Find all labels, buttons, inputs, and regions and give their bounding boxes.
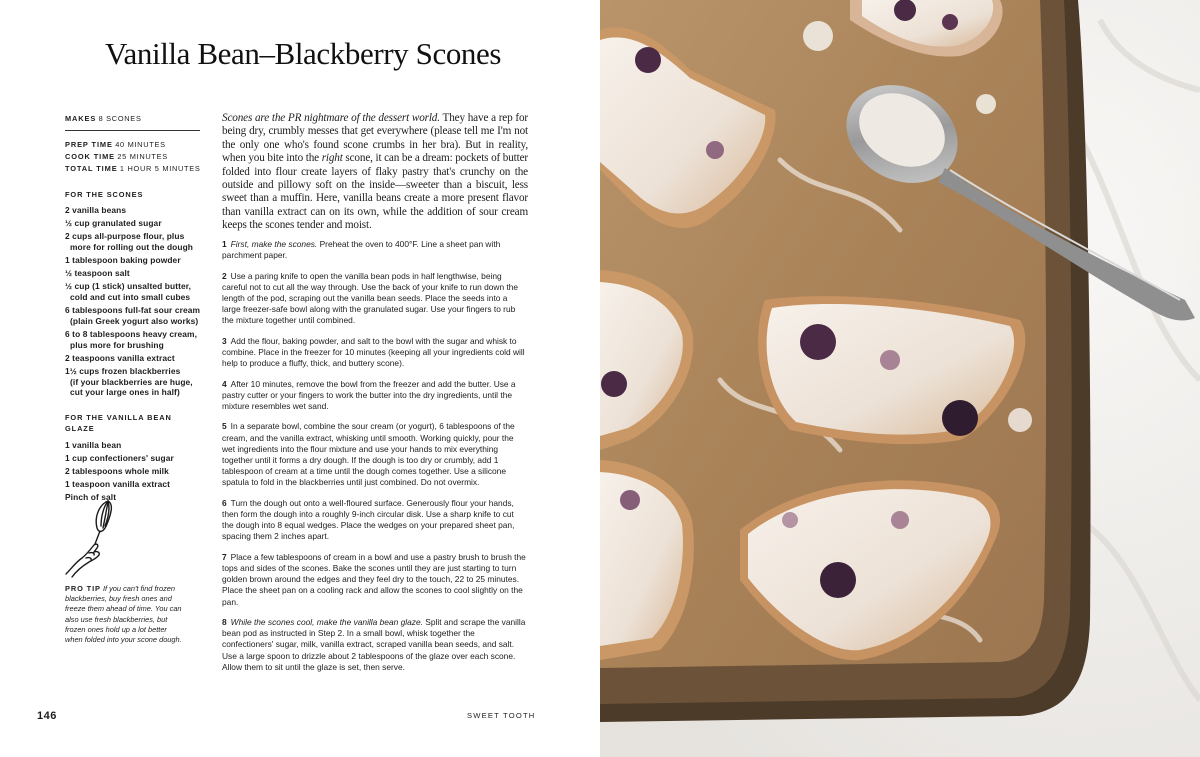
ingredient-section-heading: FOR THE VANILLA BEAN GLAZE — [65, 413, 172, 434]
step-3 — [222, 336, 527, 370]
time-value: 40 MINUTES — [115, 140, 166, 150]
ingredient-line: 6 to 8 tablespoons heavy cream, — [65, 328, 198, 339]
intro-body: scone, it can be a dream: pockets of butter folded into flour create layers of flaky pastry that's crunchy on the outside and pillowy soft on the inside—sweeter than a biscuit, less sweet than a muffin. Here, vanilla beans create a more present flavor than vanilla extract can on its own, while the addition of sour cream keeps the scones tender and moist. — [222, 152, 528, 232]
step-number: 6 — [222, 497, 227, 508]
ingredient-list — [65, 440, 203, 503]
pro-tip-label: PRO TIP — [65, 584, 101, 593]
ingredient-line: ½ cup (1 stick) unsalted butter, — [65, 281, 192, 292]
ingredient-list — [65, 205, 203, 398]
intro-lead: Scones are the PR nightmare of the dessert world. — [222, 112, 440, 124]
ingredient-line: 2 vanilla beans — [65, 204, 127, 215]
ingredient-line: plus more for brushing — [70, 339, 164, 350]
photo-illustration — [600, 0, 1200, 757]
step-text: Use a paring knife to open the vanilla bean pods in half lengthwise, being careful not to cut all the way through. Use the back of your knife to run down the length of the pod, scraping out the vanilla bean seeds. Place the seeds into a large freezer-safe bowl along with the granulated sugar. Use your fingers to rub the mixture together until combined. — [222, 270, 519, 326]
ingredient-line: 1 teaspoon vanilla extract — [65, 478, 171, 489]
time-label: COOK TIME — [65, 152, 115, 161]
ingredient-item — [65, 305, 203, 327]
step-6 — [222, 498, 527, 543]
ingredient-line: 6 tablespoons full-fat sour cream — [65, 304, 201, 315]
step-4 — [222, 379, 527, 413]
page-number: 146 — [37, 710, 57, 722]
step-lead: While the scones cool, make the vanilla bean glaze. — [230, 617, 423, 627]
ingredient-item — [65, 440, 203, 451]
makes-value: 8 SCONES — [98, 114, 142, 123]
ingredient-line: 1 tablespoon baking powder — [65, 254, 181, 265]
step-8 — [222, 617, 527, 673]
ingredient-line: cut your large ones in half) — [70, 387, 180, 398]
scones-photo — [600, 0, 1200, 757]
step-number: 1 — [222, 239, 227, 249]
time-row — [65, 139, 203, 151]
step-number: 7 — [222, 551, 227, 562]
step-text: Preheat the oven to 400°F. Line a sheet pan with parchment paper. — [222, 239, 501, 261]
step-lead: First, make the scones. — [230, 239, 318, 249]
intro-body: They have a rep for being dry, crumbly messes that get everywhere (please tell me I'm not the only one who's found scone crumbs in her bra). But in reality, when you bite into the — [222, 112, 528, 165]
yield — [65, 113, 203, 124]
step-number: 8 — [222, 617, 227, 627]
step-text: Place a few tablespoons of cream in a bowl and use a pastry brush to brush the tops and sides of the scones. Bake the scones until they are just starting to turn golden brown around the edges and they feel dry to the touch, 22 to 25 minutes. Place the sheet pan on a cooling rack and allow the scones to cool slightly on the pan. — [222, 551, 526, 607]
step-number: 3 — [222, 335, 227, 346]
step-number: 5 — [222, 421, 227, 432]
time-value: 25 MINUTES — [117, 152, 168, 161]
whisk-hand-icon — [64, 498, 128, 580]
time-value: 1 HOUR 5 MINUTES — [119, 163, 201, 173]
ingredient-line: cold and cut into small cubes — [70, 291, 191, 302]
pro-tip — [65, 584, 183, 645]
step-text: Split and scrape the vanilla bean pod as instructed in Step 2. In a small bowl, whisk together the confectioners' sugar, milk, vanilla extract, scraped vanilla bean seeds, and salt. Use a large spoon to drizzle about 2 tablespoons of the glaze over each scone. Allow them to sit until the glaze is set, then serve. — [222, 617, 526, 672]
ingredient-item — [65, 466, 203, 477]
ingredient-item — [65, 218, 203, 229]
step-2 — [222, 271, 527, 327]
ingredient-item — [65, 268, 203, 279]
ingredient-item — [65, 366, 203, 398]
step-number: 4 — [222, 378, 227, 389]
ingredient-sections — [65, 189, 203, 503]
ingredient-line: 2 tablespoons whole milk — [65, 465, 169, 476]
ingredient-line: 1 vanilla bean — [65, 439, 122, 450]
recipe-sidebar — [65, 113, 203, 505]
step-text: Turn the dough out onto a well-floured surface. Generously flour your hands, then form the dough into a roughly 9-inch circular disk. Use a sharp knife to cut the dough into 8 equal wedges. Place the wedges on your prepared sheet pan, spacing them 2 inches apart. — [222, 497, 515, 542]
time-row — [65, 151, 203, 163]
recipe-intro — [222, 112, 528, 233]
step-text: After 10 minutes, remove the bowl from the freezer and add the butter. Use a pastry cutter or your fingers to work the butter into the dry ingredients, until the mixture resembles wet sand. — [222, 378, 516, 411]
step-text: Add the flour, baking powder, and salt to the bowl with the sugar and whisk to combine. Place in the freezer for 10 minutes (keeping all your ingredients cold will help to produce a fluffy, thick, and buttery scone). — [222, 335, 525, 369]
times-block — [65, 139, 203, 174]
time-label: PREP TIME — [65, 140, 113, 150]
ingredient-line: 2 cups all-purpose flour, plus — [65, 230, 185, 241]
ingredient-item — [65, 479, 203, 490]
ingredient-line: ½ cup granulated sugar — [65, 217, 162, 228]
divider — [65, 130, 200, 131]
ingredient-section-heading: FOR THE SCONES — [65, 189, 144, 199]
ingredient-line: 2 teaspoons vanilla extract — [65, 352, 175, 363]
ingredient-line: (plain Greek yogurt also works) — [70, 315, 199, 326]
step-text: In a separate bowl, combine the sour cream (or yogurt), 6 tablespoons of the cream, and the vanilla extract, whisking until smooth. Working quickly, pour the wet ingredients into the flour mixture and use your hands to mix everything together until it forms a dry dough. If the dough is too dry or crumbly, add 1 tablespoon of cream at a time until the dough comes together. Use a silicone spatula to fold in the blackberries until just combined. Do not overmix. — [222, 421, 515, 488]
ingredient-line: more for rolling out the dough — [70, 241, 194, 252]
ingredient-item — [65, 281, 203, 303]
pro-tip-text: If you can't find frozen blackberries, buy fresh ones and freeze them ahead of time. You can also use fresh blackberries, but frozen ones hold up a lot better when folded into your scone dough. — [65, 584, 182, 645]
intro-emphasis: right — [321, 152, 343, 165]
ingredient-item — [65, 453, 203, 464]
recipe-title: Vanilla Bean–Blackberry Scones — [105, 36, 502, 71]
ingredient-line: (if your blackberries are huge, — [70, 376, 193, 387]
ingredient-line: Pinch of salt — [65, 492, 117, 502]
recipe-steps — [222, 239, 527, 682]
step-number: 2 — [222, 270, 227, 281]
makes-label: MAKES — [65, 114, 97, 123]
step-1 — [222, 239, 527, 261]
ingredient-item — [65, 255, 203, 266]
ingredient-item — [65, 205, 203, 216]
ingredient-line: 1½ cups frozen blackberries — [65, 365, 181, 376]
step-7 — [222, 552, 527, 608]
ingredient-item — [65, 231, 203, 253]
time-label: TOTAL TIME — [65, 163, 118, 173]
running-head: SWEET TOOTH — [467, 711, 536, 720]
time-row — [65, 163, 203, 175]
ingredient-item — [65, 353, 203, 364]
ingredient-line: ½ teaspoon salt — [65, 267, 130, 278]
ingredient-item — [65, 329, 203, 351]
step-5 — [222, 421, 527, 488]
ingredient-line: 1 cup confectioners' sugar — [65, 452, 174, 463]
